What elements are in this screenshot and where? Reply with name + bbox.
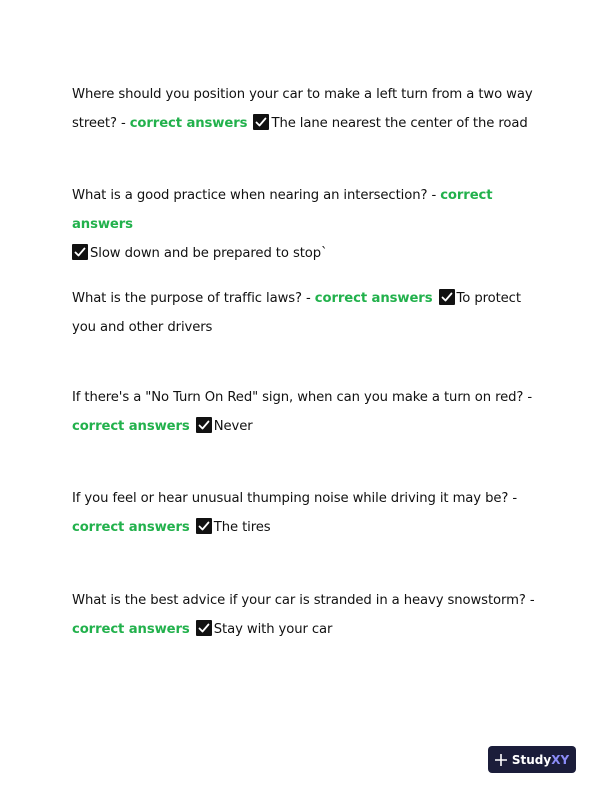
checkbox-checked-icon (196, 518, 212, 534)
answer-text: Never (213, 419, 253, 434)
checkbox-checked-icon (253, 114, 269, 130)
question-text: Where should you position your car to make a left turn from a two way street? - (72, 87, 533, 131)
answer-text: Stay with your car (213, 622, 333, 637)
brand-name-part2: XY (551, 752, 570, 767)
question-text: What is the purpose of traffic laws? - (72, 291, 315, 306)
plus-icon (495, 754, 507, 766)
answer-text: Slow down and be prepared to stop` (90, 246, 328, 261)
checkbox-checked-icon (72, 244, 88, 260)
qa-item (72, 181, 542, 268)
answer-text: The tires (213, 520, 271, 535)
correct-answers-label: correct answers (72, 188, 493, 232)
correct-answers-label: correct answers (314, 291, 433, 306)
checkbox-checked-icon (196, 620, 212, 636)
question-text: If there's a "No Turn On Red" sign, when can you make a turn on red? - (72, 390, 533, 405)
checkbox-checked-icon (196, 417, 212, 433)
brand-name-part1: Study (511, 752, 552, 767)
qa-item (72, 284, 542, 342)
correct-answers-label: correct answers (72, 520, 190, 535)
question-text: If you feel or hear unusual thumping noise while driving it may be? - (72, 491, 518, 506)
brand-name (512, 753, 569, 767)
studyxy-logo[interactable] (488, 746, 576, 773)
qa-item (72, 80, 542, 138)
correct-answers-label: correct answers (72, 622, 190, 637)
answer-text: To protect you and other drivers (72, 291, 521, 335)
qa-item (72, 383, 542, 441)
answer-text: The lane nearest the center of the road (271, 116, 528, 131)
correct-answers-label: correct answers (129, 116, 248, 131)
qa-item (72, 484, 542, 542)
question-text: What is a good practice when nearing an intersection? - (72, 188, 441, 203)
checkbox-checked-icon (439, 289, 455, 305)
qa-item (72, 586, 542, 644)
correct-answers-label: correct answers (72, 419, 190, 434)
question-text: What is the best advice if your car is stranded in a heavy snowstorm? - (72, 593, 535, 608)
